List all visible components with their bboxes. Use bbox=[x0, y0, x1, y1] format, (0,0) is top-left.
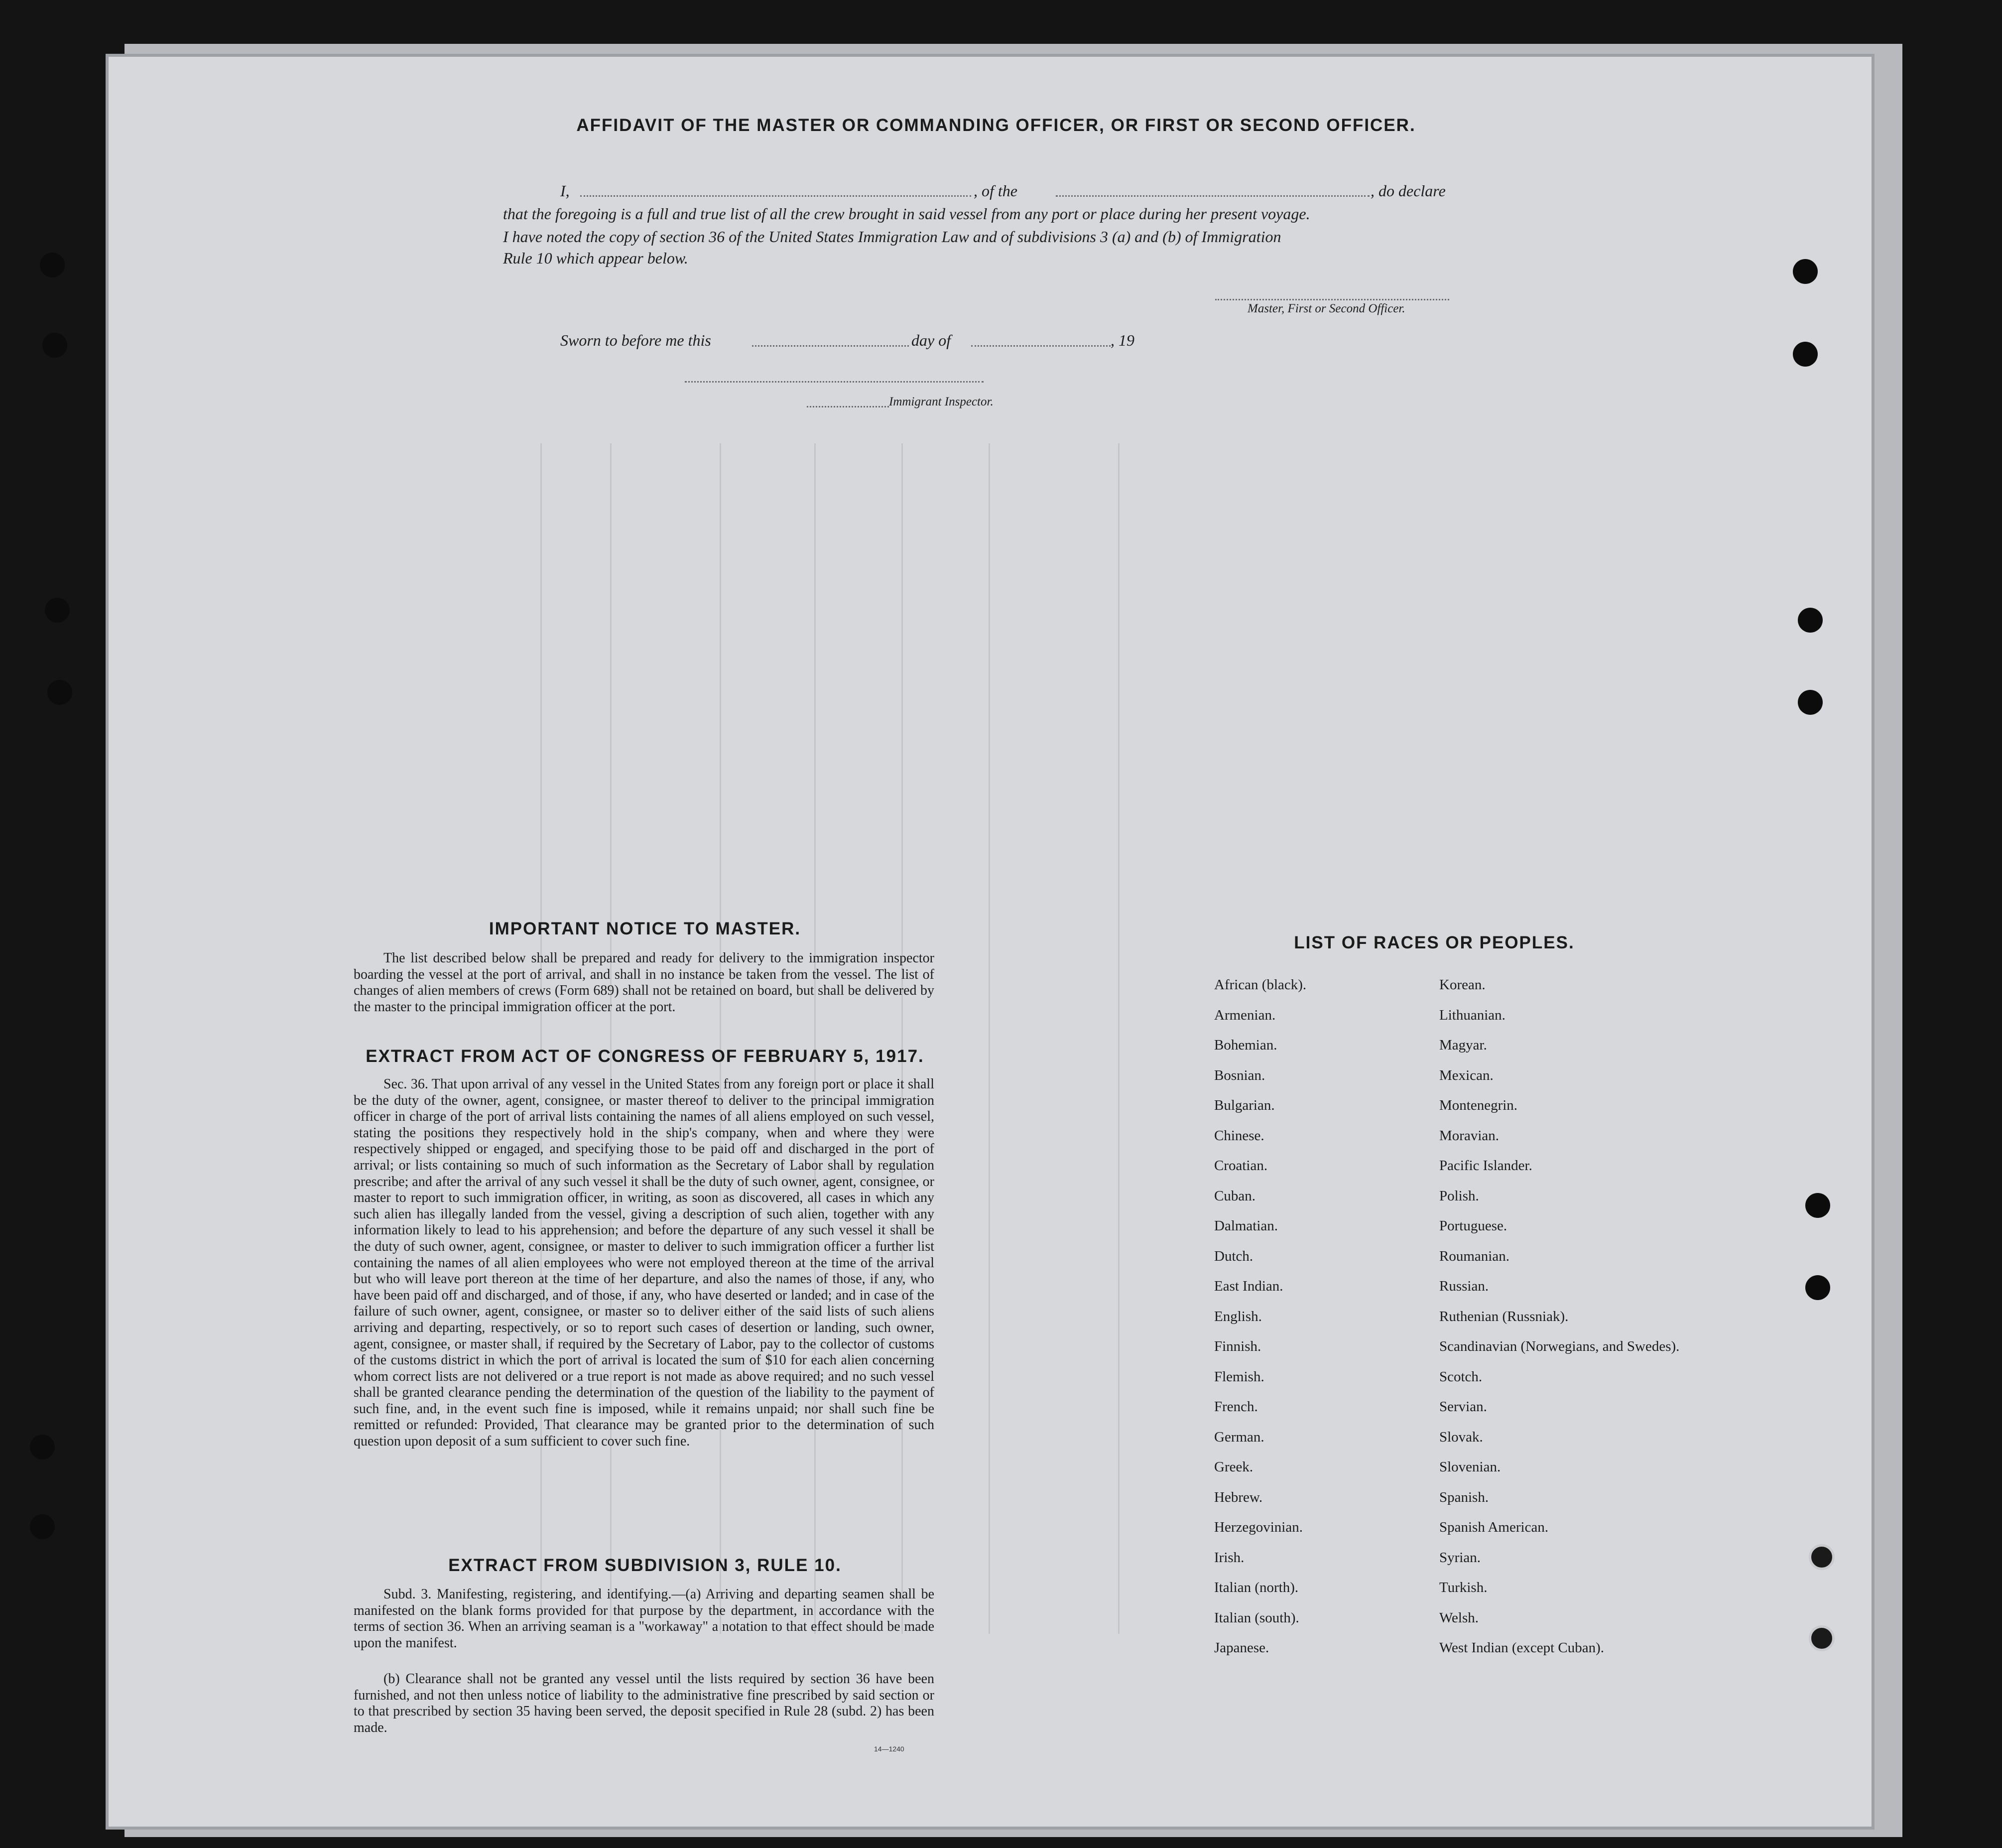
binder-ring-right-2 bbox=[1809, 1625, 1835, 1651]
binder-hole-left-1 bbox=[40, 253, 65, 277]
master-signature-line[interactable] bbox=[1215, 299, 1449, 300]
race-item: Dutch. bbox=[1214, 1248, 1253, 1264]
race-item: Montenegrin. bbox=[1439, 1097, 1518, 1113]
ghost-column-line bbox=[814, 443, 816, 1634]
race-item: Irish. bbox=[1214, 1549, 1245, 1566]
race-item: Italian (south). bbox=[1214, 1609, 1299, 1626]
ghost-column-line bbox=[1118, 443, 1120, 1634]
binder-hole-right-6 bbox=[1805, 1275, 1830, 1300]
affidavit-i-label: I, bbox=[560, 182, 570, 200]
race-item: Scotch. bbox=[1439, 1368, 1483, 1385]
rule-text-b bbox=[354, 1671, 934, 1736]
sworn-label: Sworn to before me this bbox=[560, 331, 711, 349]
race-item: Flemish. bbox=[1214, 1368, 1264, 1385]
race-item: Ruthenian (Russniak). bbox=[1439, 1308, 1569, 1324]
sworn-day-blank[interactable] bbox=[752, 345, 909, 347]
race-item: Russian. bbox=[1439, 1278, 1489, 1294]
affidavit-title: AFFIDAVIT OF THE MASTER OR COMMANDING OFFICER, OR FIRST OR SECOND OFFICER. bbox=[576, 116, 1416, 135]
race-item: Slovenian. bbox=[1439, 1459, 1501, 1475]
race-item: Portuguese. bbox=[1439, 1218, 1507, 1234]
race-item: East Indian. bbox=[1214, 1278, 1283, 1294]
race-item: Lithuanian. bbox=[1439, 1007, 1505, 1023]
race-item: Chinese. bbox=[1214, 1127, 1264, 1144]
races-heading: LIST OF RACES OR PEOPLES. bbox=[1294, 933, 1575, 952]
race-item: Spanish American. bbox=[1439, 1519, 1549, 1535]
affidavit-name-blank[interactable] bbox=[580, 195, 971, 197]
race-item: German. bbox=[1214, 1429, 1264, 1445]
race-item: Korean. bbox=[1439, 977, 1486, 993]
ghost-column-line bbox=[989, 443, 990, 1634]
affidavit-line-4: Rule 10 which appear below. bbox=[503, 249, 688, 267]
rule-heading: EXTRACT FROM SUBDIVISION 3, RULE 10. bbox=[448, 1556, 842, 1575]
race-item: French. bbox=[1214, 1399, 1258, 1415]
affidavit-line-3: I have noted the copy of section 36 of the United States Immigration Law and of subdivisions 3 (a) and (b) of Immigration bbox=[503, 228, 1281, 246]
rule-text-a-body: Subd. 3. Manifesting, registering, and identifying.—(a) Arriving and departing seamen shall be manifested on the blank forms provided for that purpose by the department, in accordance with the terms of section 36. When an arriving seaman is a "workaway" a notation to that effect should be made upon the manifest. bbox=[354, 1586, 934, 1651]
master-signature-label: Master, First or Second Officer. bbox=[1248, 302, 1405, 315]
notice-text bbox=[354, 950, 934, 1015]
race-item: Finnish. bbox=[1214, 1338, 1261, 1354]
binder-hole-right-3 bbox=[1798, 608, 1823, 633]
race-item: Armenian. bbox=[1214, 1007, 1276, 1023]
notice-text-body: The list described below shall be prepared and ready for delivery to the immigration inspector boarding the vessel at the port of arrival, and shall in no instance be taken from the vessel. The list of changes of alien members of crews (Form 689) shall not be retained on board, but shall be delivered by the master to the principal immigration officer at the port. bbox=[354, 950, 934, 1015]
race-item: English. bbox=[1214, 1308, 1262, 1324]
race-item: Syrian. bbox=[1439, 1549, 1481, 1566]
sworn-month-blank[interactable] bbox=[971, 345, 1111, 347]
notice-heading: IMPORTANT NOTICE TO MASTER. bbox=[489, 919, 801, 938]
act-text-body: Sec. 36. That upon arrival of any vessel in the United States from any foreign port or place it shall be the duty of the owner, agent, consignee, or master thereof to deliver to the principal immigration officer in charge of the port of arrival lists containing the names of all aliens employed on such vessel, stating the positions they respectively hold in the ship's company, when and where they were respectively shipped or engaged, and specifying those to be paid off and discharged in the port of arrival; or lists containing so much of such information as the Secretary of Labor shall by regulation prescribe; and after the arrival of any such vessel it shall be the duty of such owner, agent, consignee, or master to report to such immigration officer, in writing, as soon as discovered, all cases in which any such alien has illegally landed from the vessel, giving a description of such alien, together with any information likely to lead to his apprehension; and before the departure of any such vessel it shall be the duty of such owner, agent, consignee, or master to deliver to such immigration officer a further list containing the names of all alien employees who were not employed thereon at the time of the arrival but who will leave port thereon at the time of her departure, and also the names of those, if any, who have been paid off and discharged, and of those, if any, who have deserted or landed; and in case of the failure of such owner, agent, consignee, or master so to deliver either of the said lists of such aliens arriving and departing, respectively, or so to report such cases of desertion or landing, such owner, agent, consignee, or master shall, if required by the Secretary of Labor, pay to the collector of customs of the customs district in which the port of arrival is located the sum of $10 for each alien concerning whom correct lists are not delivered or a true report is not made as above required; and no such vessel shall be granted clearance pending the determination of the question of the liability to the payment of such fine, and, in the event such fine is imposed, while it remains unpaid; nor shall such fine be remitted or refunded: Provided, That clearance may be granted prior to the determination of such question upon deposit of a sum sufficient to cover such fine. bbox=[354, 1076, 934, 1450]
ghost-column-line bbox=[610, 443, 612, 1634]
race-item: Welsh. bbox=[1439, 1609, 1479, 1626]
ghost-column-line bbox=[540, 443, 542, 1634]
race-item: Servian. bbox=[1439, 1399, 1487, 1415]
race-item: Mexican. bbox=[1439, 1067, 1494, 1083]
binder-hole-right-5 bbox=[1805, 1193, 1830, 1218]
act-heading: EXTRACT FROM ACT OF CONGRESS OF FEBRUARY 5, 1917. bbox=[366, 1047, 924, 1066]
race-item: Spanish. bbox=[1439, 1489, 1489, 1505]
race-item: West Indian (except Cuban). bbox=[1439, 1640, 1605, 1656]
ghost-column-line bbox=[901, 443, 903, 1634]
binder-hole-left-5 bbox=[30, 1435, 55, 1459]
race-item: Cuban. bbox=[1214, 1188, 1255, 1204]
form-number: 14—1240 bbox=[874, 1745, 904, 1753]
sworn-year-label: , 19 bbox=[1111, 331, 1134, 349]
race-item: African (black). bbox=[1214, 977, 1307, 993]
affidavit-line-2: that the foregoing is a full and true list of all the crew brought in said vessel from any port or place during her present voyage. bbox=[503, 205, 1310, 223]
binder-hole-left-2 bbox=[42, 333, 67, 358]
race-item: Turkish. bbox=[1439, 1580, 1488, 1595]
race-item: Herzegovinian. bbox=[1214, 1519, 1303, 1535]
binder-hole-left-6 bbox=[30, 1514, 55, 1539]
rule-text-a bbox=[354, 1586, 934, 1651]
binder-hole-right-2 bbox=[1793, 342, 1818, 367]
race-item: Pacific Islander. bbox=[1439, 1158, 1532, 1174]
race-item: Italian (north). bbox=[1214, 1580, 1299, 1595]
inspector-signature-line-2 bbox=[807, 406, 889, 407]
race-item: Scandinavian (Norwegians, and Swedes). bbox=[1439, 1338, 1680, 1354]
binder-hole-left-4 bbox=[47, 680, 72, 705]
inspector-signature-line[interactable] bbox=[685, 381, 984, 383]
races-right-column bbox=[1439, 977, 1679, 1671]
race-item: Dalmatian. bbox=[1214, 1218, 1278, 1234]
ghost-column-line bbox=[720, 443, 721, 1634]
race-item: Greek. bbox=[1214, 1459, 1253, 1475]
race-item: Roumanian. bbox=[1439, 1248, 1509, 1264]
act-text bbox=[354, 1076, 934, 1450]
races-left-column bbox=[1214, 977, 1306, 1671]
affidavit-vessel-blank[interactable] bbox=[1056, 195, 1370, 197]
race-item: Bohemian. bbox=[1214, 1037, 1277, 1053]
day-of-label: day of bbox=[911, 331, 951, 349]
race-item: Slovak. bbox=[1439, 1429, 1483, 1445]
race-item: Japanese. bbox=[1214, 1640, 1269, 1656]
race-item: Polish. bbox=[1439, 1188, 1479, 1204]
race-item: Moravian. bbox=[1439, 1127, 1499, 1144]
affidavit-do-declare: , do declare bbox=[1371, 182, 1446, 200]
race-item: Bosnian. bbox=[1214, 1067, 1265, 1083]
race-item: Hebrew. bbox=[1214, 1489, 1263, 1505]
affidavit-of-the: , of the bbox=[974, 182, 1017, 200]
race-item: Bulgarian. bbox=[1214, 1097, 1275, 1113]
binder-ring-right-1 bbox=[1809, 1544, 1835, 1570]
binder-hole-right-1 bbox=[1793, 259, 1818, 284]
race-item: Croatian. bbox=[1214, 1158, 1268, 1174]
binder-hole-left-3 bbox=[45, 598, 70, 623]
inspector-signature-label: Immigrant Inspector. bbox=[889, 395, 994, 408]
binder-hole-right-4 bbox=[1798, 690, 1823, 715]
rule-text-b-body: (b) Clearance shall not be granted any vessel until the lists required by section 36 have been furnished, and not then unless notice of liability to the administrative fine prescribed by said section or to that prescribed by section 35 having been served, the deposit specified in Rule 28 (subd. 2) has been made. bbox=[354, 1671, 934, 1735]
race-item: Magyar. bbox=[1439, 1037, 1487, 1053]
